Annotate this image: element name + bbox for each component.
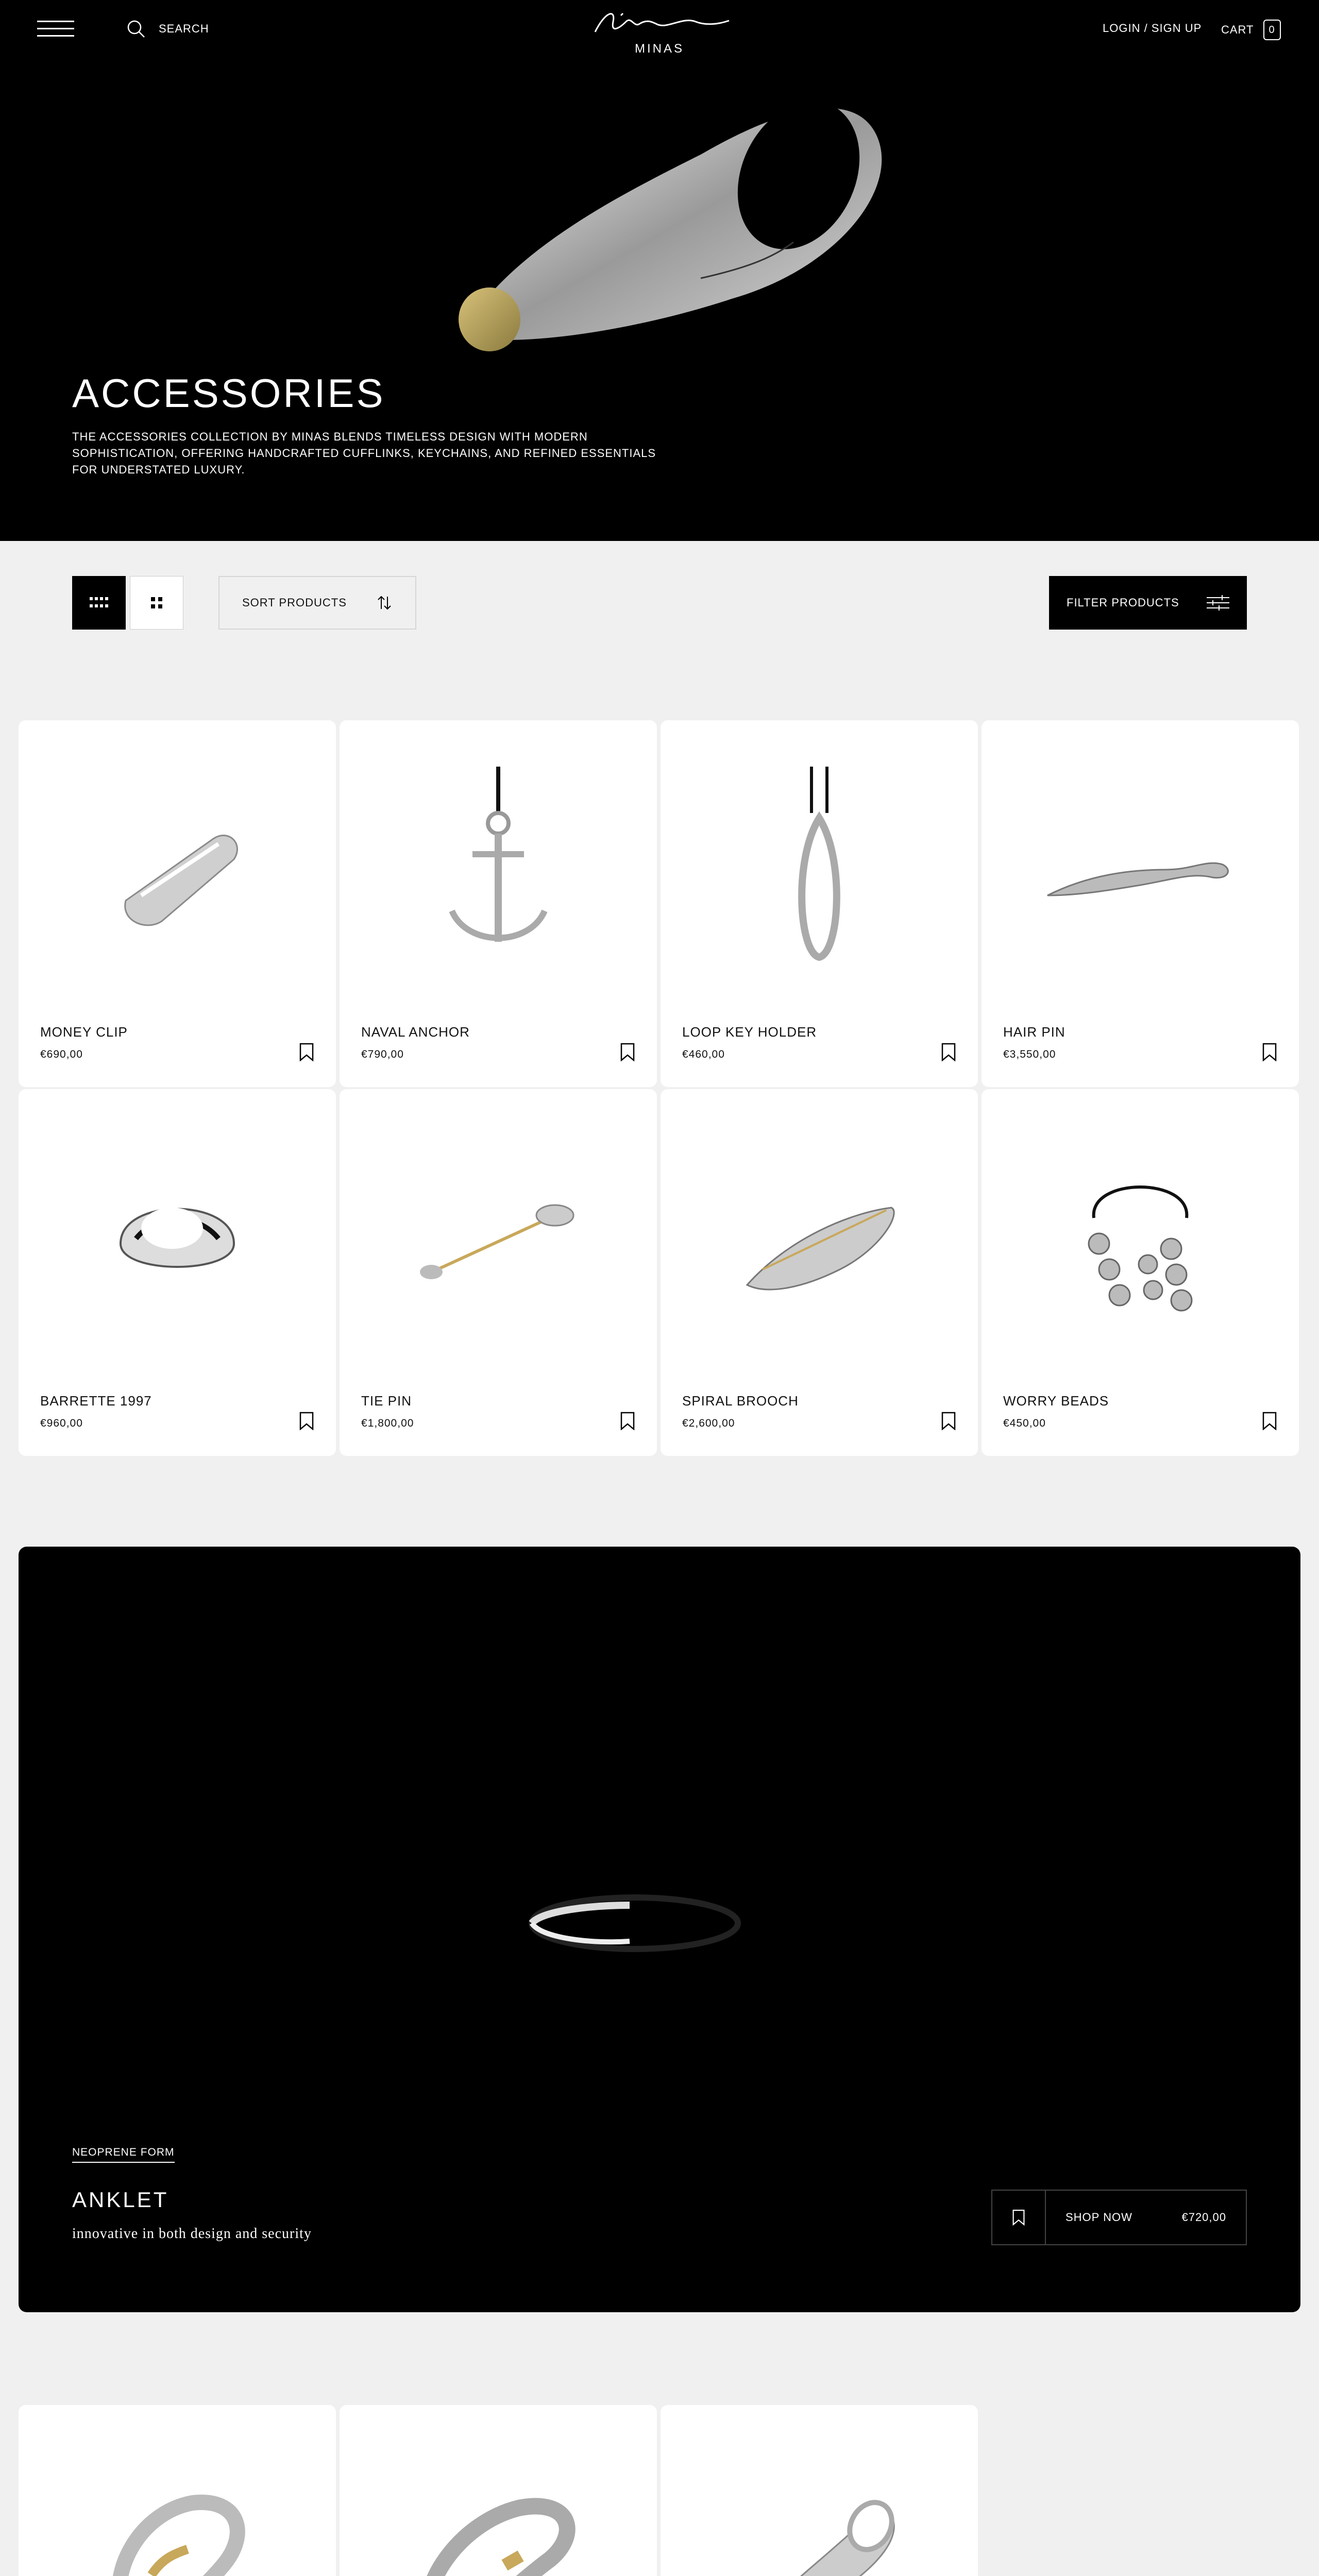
product-card-cross-lock-key-holder[interactable] — [340, 2405, 657, 2576]
shop-now-button[interactable] — [1046, 2211, 1246, 2224]
featured-product-banner[interactable] — [19, 1547, 1300, 2312]
menu-icon[interactable] — [37, 21, 74, 36]
hair-pin-image — [1037, 767, 1243, 973]
money-clip-image — [74, 767, 280, 973]
scissor-key-holder-image — [716, 2451, 922, 2576]
product-card-hair-pin[interactable] — [982, 720, 1299, 1087]
bookmark-icon[interactable] — [1262, 1412, 1277, 1430]
product-name: SPIRAL BROOCH — [682, 1393, 799, 1409]
bookmark-icon[interactable] — [299, 1412, 314, 1430]
banner-label-link[interactable]: NEOPRENE FORM — [72, 2146, 175, 2163]
logo-signature-icon — [585, 6, 734, 42]
product-price: €1,800,00 — [361, 1417, 414, 1429]
product-price: €450,00 — [1003, 1417, 1046, 1429]
product-card-spiral-brooch[interactable] — [661, 1089, 978, 1456]
product-card-naval-anchor[interactable] — [340, 720, 657, 1087]
banner-subtitle: innovative in both design and security — [72, 2226, 312, 2242]
product-name: TIE PIN — [361, 1393, 412, 1409]
site-header — [0, 0, 1319, 57]
worry-beads-image — [1037, 1136, 1243, 1342]
logo[interactable] — [582, 6, 737, 56]
product-price: €790,00 — [361, 1048, 404, 1060]
anklet-image — [521, 1879, 748, 1967]
product-card-naval-key-holder[interactable] — [19, 2405, 336, 2576]
cart-label: CART — [1221, 23, 1254, 36]
search-icon — [126, 19, 146, 39]
sliders-icon — [1207, 595, 1229, 611]
banner-price: €720,00 — [1181, 2211, 1226, 2224]
bookmark-icon[interactable] — [620, 1412, 635, 1430]
product-price: €2,600,00 — [682, 1417, 735, 1429]
sort-label: SORT PRODUCTS — [242, 596, 347, 609]
barrette-image — [74, 1136, 280, 1342]
spiral-brooch-image — [716, 1136, 922, 1342]
cross-lock-key-holder-image — [395, 2451, 601, 2576]
product-price: €3,550,00 — [1003, 1048, 1056, 1060]
bookmark-icon[interactable] — [941, 1412, 956, 1430]
hero-product-image — [412, 72, 927, 361]
product-price: €960,00 — [40, 1417, 83, 1429]
filter-label: FILTER PRODUCTS — [1067, 596, 1179, 609]
grid-icon — [151, 597, 162, 608]
shop-now-label: SHOP NOW — [1066, 2211, 1132, 2224]
bookmark-icon[interactable] — [1262, 1043, 1277, 1061]
product-name: WORRY BEADS — [1003, 1393, 1109, 1409]
bookmark-icon[interactable] — [941, 1043, 956, 1061]
product-card-money-clip[interactable] — [19, 720, 336, 1087]
naval-key-holder-image — [74, 2451, 280, 2576]
filter-products-button[interactable] — [1049, 576, 1247, 630]
product-card-loop-key-holder[interactable] — [661, 720, 978, 1087]
product-name: NAVAL ANCHOR — [361, 1024, 470, 1040]
product-name: BARRETTE 1997 — [40, 1393, 152, 1409]
search-label: SEARCH — [159, 22, 209, 35]
hero-section — [0, 0, 1319, 541]
sort-arrows-icon — [376, 595, 393, 611]
list-view-button[interactable] — [72, 576, 126, 630]
product-card-scissor-key-holder[interactable] — [661, 2405, 978, 2576]
dense-grid-icon — [90, 597, 108, 608]
banner-shop-button[interactable] — [991, 2190, 1247, 2245]
loop-key-holder-image — [716, 767, 922, 973]
banner-bookmark-button[interactable] — [992, 2191, 1046, 2244]
product-card-barrette[interactable] — [19, 1089, 336, 1456]
product-name: MONEY CLIP — [40, 1024, 128, 1040]
page-description: THE ACCESSORIES COLLECTION BY MINAS BLENDS TIMELESS DESIGN WITH MODERN SOPHISTICATION, OFFERING HANDCRAFTED CUFFLINKS, KEYCHAINS, AND REFINED ESSENTIALS FOR UNDERSTATED LUXURY. — [72, 430, 656, 476]
cart-count-badge: 0 — [1263, 20, 1281, 40]
anchor-image — [395, 767, 601, 973]
sort-products-button[interactable] — [218, 576, 416, 630]
login-link[interactable]: LOGIN / SIGN UP — [1103, 22, 1202, 35]
product-name: HAIR PIN — [1003, 1024, 1066, 1040]
cart-button[interactable] — [1221, 20, 1281, 40]
bookmark-icon[interactable] — [620, 1043, 635, 1061]
product-name: LOOP KEY HOLDER — [682, 1024, 817, 1040]
logo-text: MINAS — [634, 42, 684, 56]
bookmark-icon[interactable] — [299, 1043, 314, 1061]
product-price: €690,00 — [40, 1048, 83, 1060]
page-title: ACCESSORIES — [72, 370, 385, 416]
banner-title: ANKLET — [72, 2188, 169, 2212]
product-price: €460,00 — [682, 1048, 725, 1060]
bookmark-icon — [1012, 2209, 1025, 2226]
product-card-tie-pin[interactable] — [340, 1089, 657, 1456]
product-card-worry-beads[interactable] — [982, 1089, 1299, 1456]
search-button[interactable] — [126, 19, 209, 39]
tie-pin-image — [395, 1136, 601, 1342]
grid-view-button[interactable] — [130, 576, 183, 630]
